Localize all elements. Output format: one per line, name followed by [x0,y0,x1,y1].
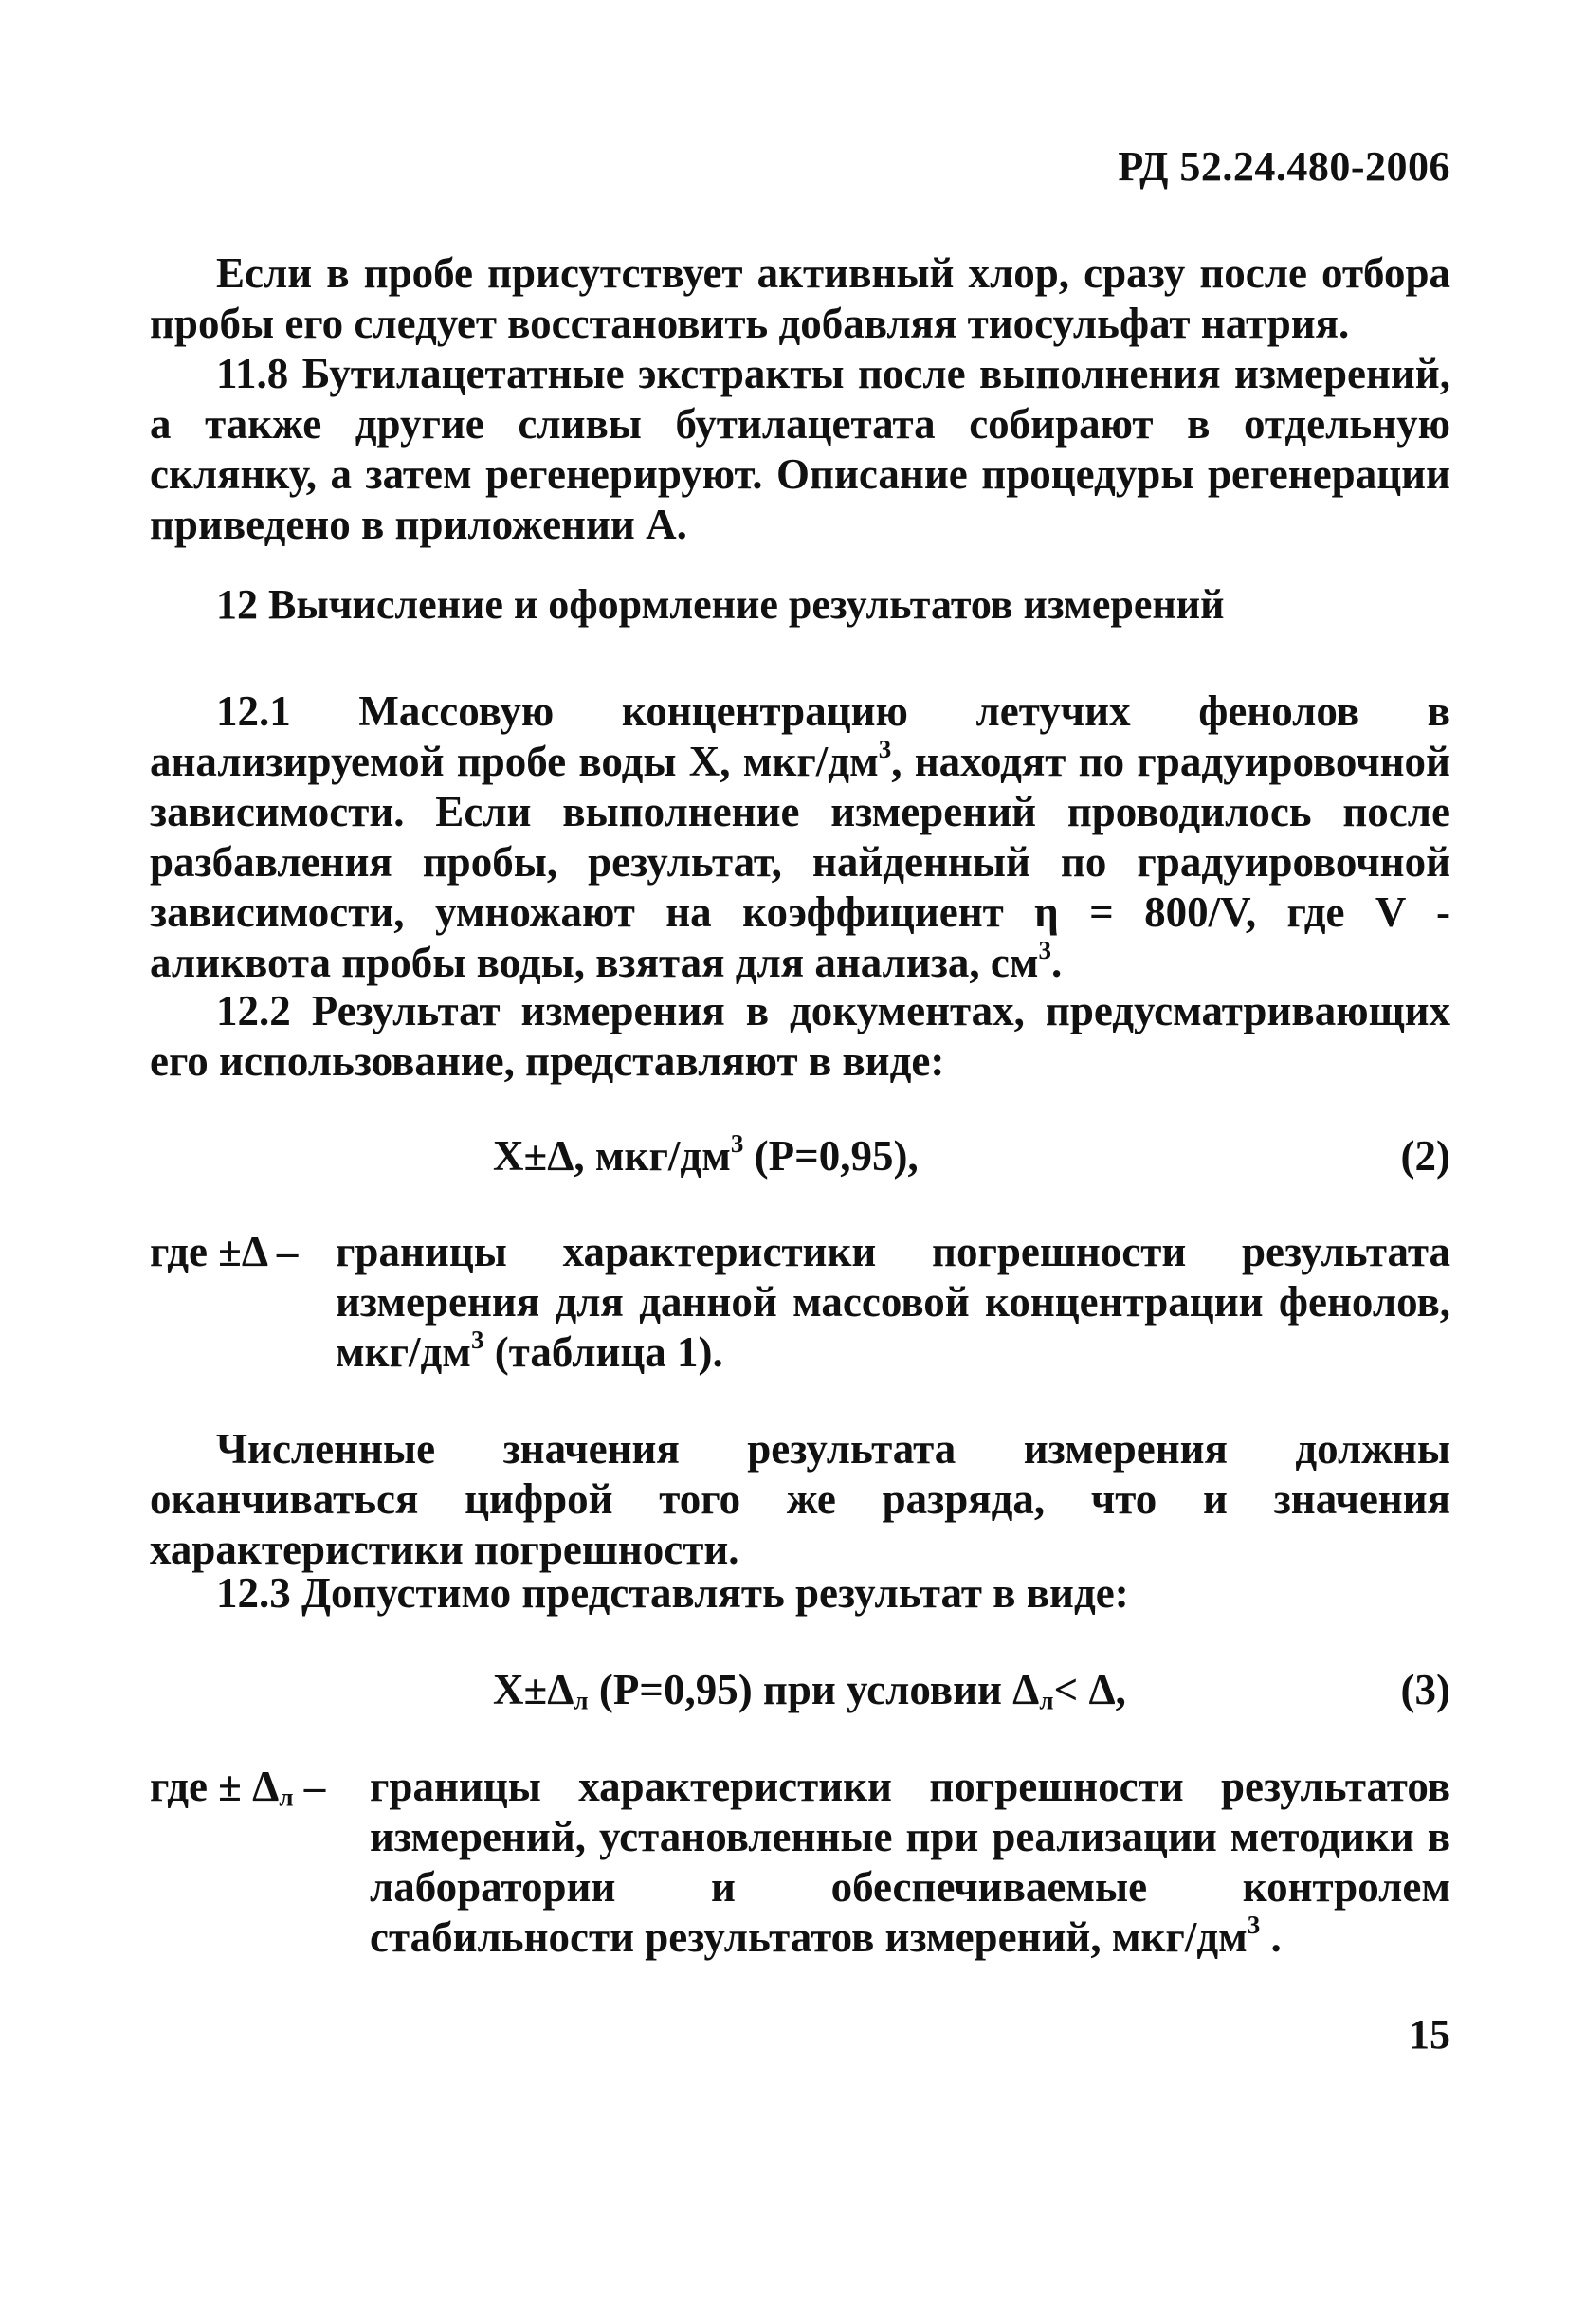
paragraph-12-1 [150,686,1450,988]
formula-2: X±Δ, мкг/$дм^3$ (P=0,95), [493,1129,919,1180]
paragraph-12-2 [150,986,1450,1087]
where-description: границы характеристики погрешности результатов измерений, установленные при реализации методики в лаборатории и обеспечиваемые контролем стабильности результатов измерений, мкг/$дм^3$ . [370,1763,1450,1961]
paragraph-text: 12.3 Допустимо представлять результат в виде: [216,1569,1129,1617]
paragraph-text: 12.2 Результат измерения в документах, предусматривающих его использование, представляют в виде: [150,987,1450,1085]
superscript: 3 [878,735,892,764]
where-definition-3 [150,1762,1450,1980]
where-lead: где ± $\Delta_л$ – [150,1763,326,1812]
paragraph-text: 12.1 Массовую концентрацию летучих фенолов в анализируемой пробе воды X, мкг/дм [150,687,1450,785]
paragraph-12-3 [150,1568,1450,1619]
formula-3: $X\pm\Delta_л$ (P=0,95) при условии $\Delta_л< \Delta$, [493,1666,1126,1715]
superscript: 3 [1038,936,1052,965]
paragraph-text: 11.8 Бутилацетатные экстракты после выполнения измерений, а также другие сливы бутилацетата собирают в отдельную склянку, а затем регенерируют. Описание процедуры регенерации приведено в приложении А. [150,350,1450,548]
paragraph-chlorine [150,248,1450,349]
document-code: РД 52.24.480-2006 [1118,143,1450,190]
section-heading: 12 Вычисление и оформление результатов измерений [216,581,1225,628]
page-number: 15 [1409,2011,1450,2058]
formula-2-number: (2) [1400,1132,1450,1180]
paragraph-text: Если в пробе присутствует активный хлор, сразу после отбора пробы его следует восстановить добавляя тиосульфат натрия. [150,249,1450,347]
formula-3-number: (3) [1400,1666,1450,1713]
paragraph-11-8 [150,349,1450,550]
paragraph-numeric-values [150,1424,1450,1575]
paragraph-text: , находят по градуировочной зависимости. Если выполнение измерений проводилось после разбавления пробы, результат, найденный по градуировочной зависимости, умножают на коэффициент η = 800/V, где V - аликвота пробы воды, взятая для анализа, см [150,738,1450,986]
paragraph-text: Численные значения результата измерения должны оканчиваться цифрой того же разряда, что и значения характеристики погрешности. [150,1425,1450,1573]
where-lead: где ±Δ – [150,1228,299,1275]
where-definition-2 [150,1227,1450,1388]
paragraph-text: . [1051,939,1063,986]
where-description: границы характеристики погрешности результата измерения для данной массовой концентрации фенолов, мкг/$дм^3$ (таблица 1). [336,1228,1450,1376]
